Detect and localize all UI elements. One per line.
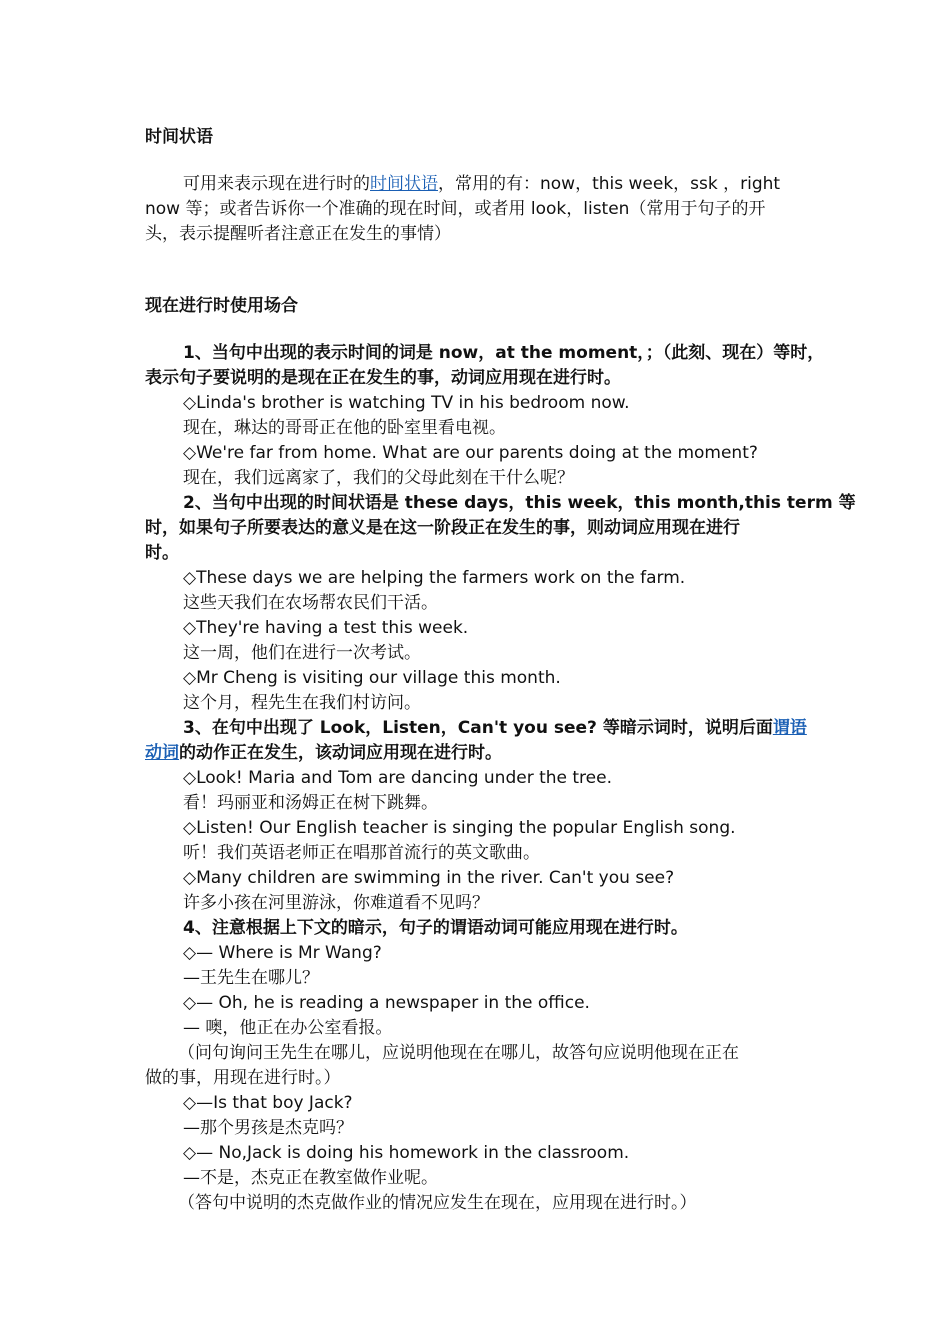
- example-en: ◇Many children are swimming in the river. Can't you see?: [183, 868, 675, 888]
- dialogue-en: ◇— Oh, he is reading a newspaper in the office.: [183, 993, 590, 1013]
- example-zh: 许多小孩在河里游泳，你难道看不见吗？: [183, 893, 489, 913]
- example-en: ◇Mr Cheng is visiting our village this month.: [183, 668, 561, 688]
- rule-1-line: 表示句子要说明的是现在正在发生的事，动词应用现在进行时。: [145, 368, 621, 388]
- example-zh: 这些天我们在农场帮农民们干活。: [183, 593, 438, 613]
- example-en: ◇They're having a test this week.: [183, 618, 469, 638]
- note-line: （答句中说明的杰克做作业的情况应发生在现在，应用现在进行时。）: [178, 1193, 697, 1213]
- example-en: ◇Linda's brother is watching TV in his bedroom now.: [183, 393, 630, 413]
- example-zh: 现在，琳达的哥哥正在他的卧室里看电视。: [183, 418, 506, 438]
- rule-2-line: 时，如果句子所要表达的意义是在这一阶段正在发生的事，则动词应用现在进行: [145, 518, 740, 538]
- link-time-adverbial[interactable]: 时间状语: [370, 174, 438, 194]
- rule-1-line: 1、当句中出现的表示时间的词是 now，at the moment，；（此刻、现在）等时，: [183, 343, 825, 363]
- link-verb[interactable]: 动词: [145, 743, 179, 763]
- dialogue-en: ◇— Where is Mr Wang?: [183, 943, 382, 963]
- dialogue-en: ◇—Is that boy Jack?: [183, 1093, 353, 1113]
- dialogue-zh: —那个男孩是杰克吗？: [183, 1118, 353, 1138]
- paragraph-line: 可用来表示现在进行时的时间状语，常用的有：now，this week，ssk ，right: [183, 174, 781, 194]
- example-zh: 看！玛丽亚和汤姆正在树下跳舞。: [183, 793, 438, 813]
- dialogue-zh: — 噢，他正在办公室看报。: [183, 1018, 393, 1038]
- example-zh: 这一周，他们在进行一次考试。: [183, 643, 421, 663]
- note-line: （问句询问王先生在哪儿，应说明他现在在哪儿，故答句应说明他现在正在: [178, 1043, 739, 1063]
- paragraph-line: 头，表示提醒听者注意正在发生的事情）: [145, 224, 451, 244]
- rule-2-line: 2、当句中出现的时间状语是 these days，this week，this month,this term 等: [183, 493, 856, 513]
- rule-3-line: 动词的动作正在发生，该动词应用现在进行时。: [145, 743, 502, 763]
- heading-usage: 现在进行时使用场合: [145, 296, 298, 316]
- example-en: ◇Listen! Our English teacher is singing the popular English song.: [183, 818, 736, 838]
- heading-time-adverbial: 时间状语: [145, 127, 213, 147]
- rule-2-line: 时。: [145, 543, 179, 563]
- dialogue-zh: —王先生在哪儿？: [183, 968, 319, 988]
- example-zh: 现在，我们远离家了，我们的父母此刻在干什么呢？: [183, 468, 574, 488]
- rule-3-line: 3、在句中出现了 Look，Listen，Can't you see? 等暗示词时，说明后面谓语: [183, 718, 807, 738]
- note-line: 做的事，用现在进行时。）: [145, 1068, 341, 1088]
- rule-4-line: 4、注意根据上下文的暗示，句子的谓语动词可能应用现在进行时。: [183, 918, 688, 938]
- dialogue-zh: —不是，杰克正在教室做作业呢。: [183, 1168, 438, 1188]
- example-zh: 听！我们英语老师正在唱那首流行的英文歌曲。: [183, 843, 540, 863]
- example-en: ◇We're far from home. What are our parents doing at the moment?: [183, 443, 758, 463]
- example-en: ◇These days we are helping the farmers work on the farm.: [183, 568, 686, 588]
- example-en: ◇Look! Maria and Tom are dancing under the tree.: [183, 768, 612, 788]
- link-predicate[interactable]: 谓语: [772, 718, 807, 738]
- example-zh: 这个月，程先生在我们村访问。: [183, 693, 421, 713]
- dialogue-en: ◇— No,Jack is doing his homework in the classroom.: [183, 1143, 630, 1163]
- paragraph-line: now 等；或者告诉你一个准确的现在时间，或者用 look，listen（常用于句子的开: [145, 199, 766, 219]
